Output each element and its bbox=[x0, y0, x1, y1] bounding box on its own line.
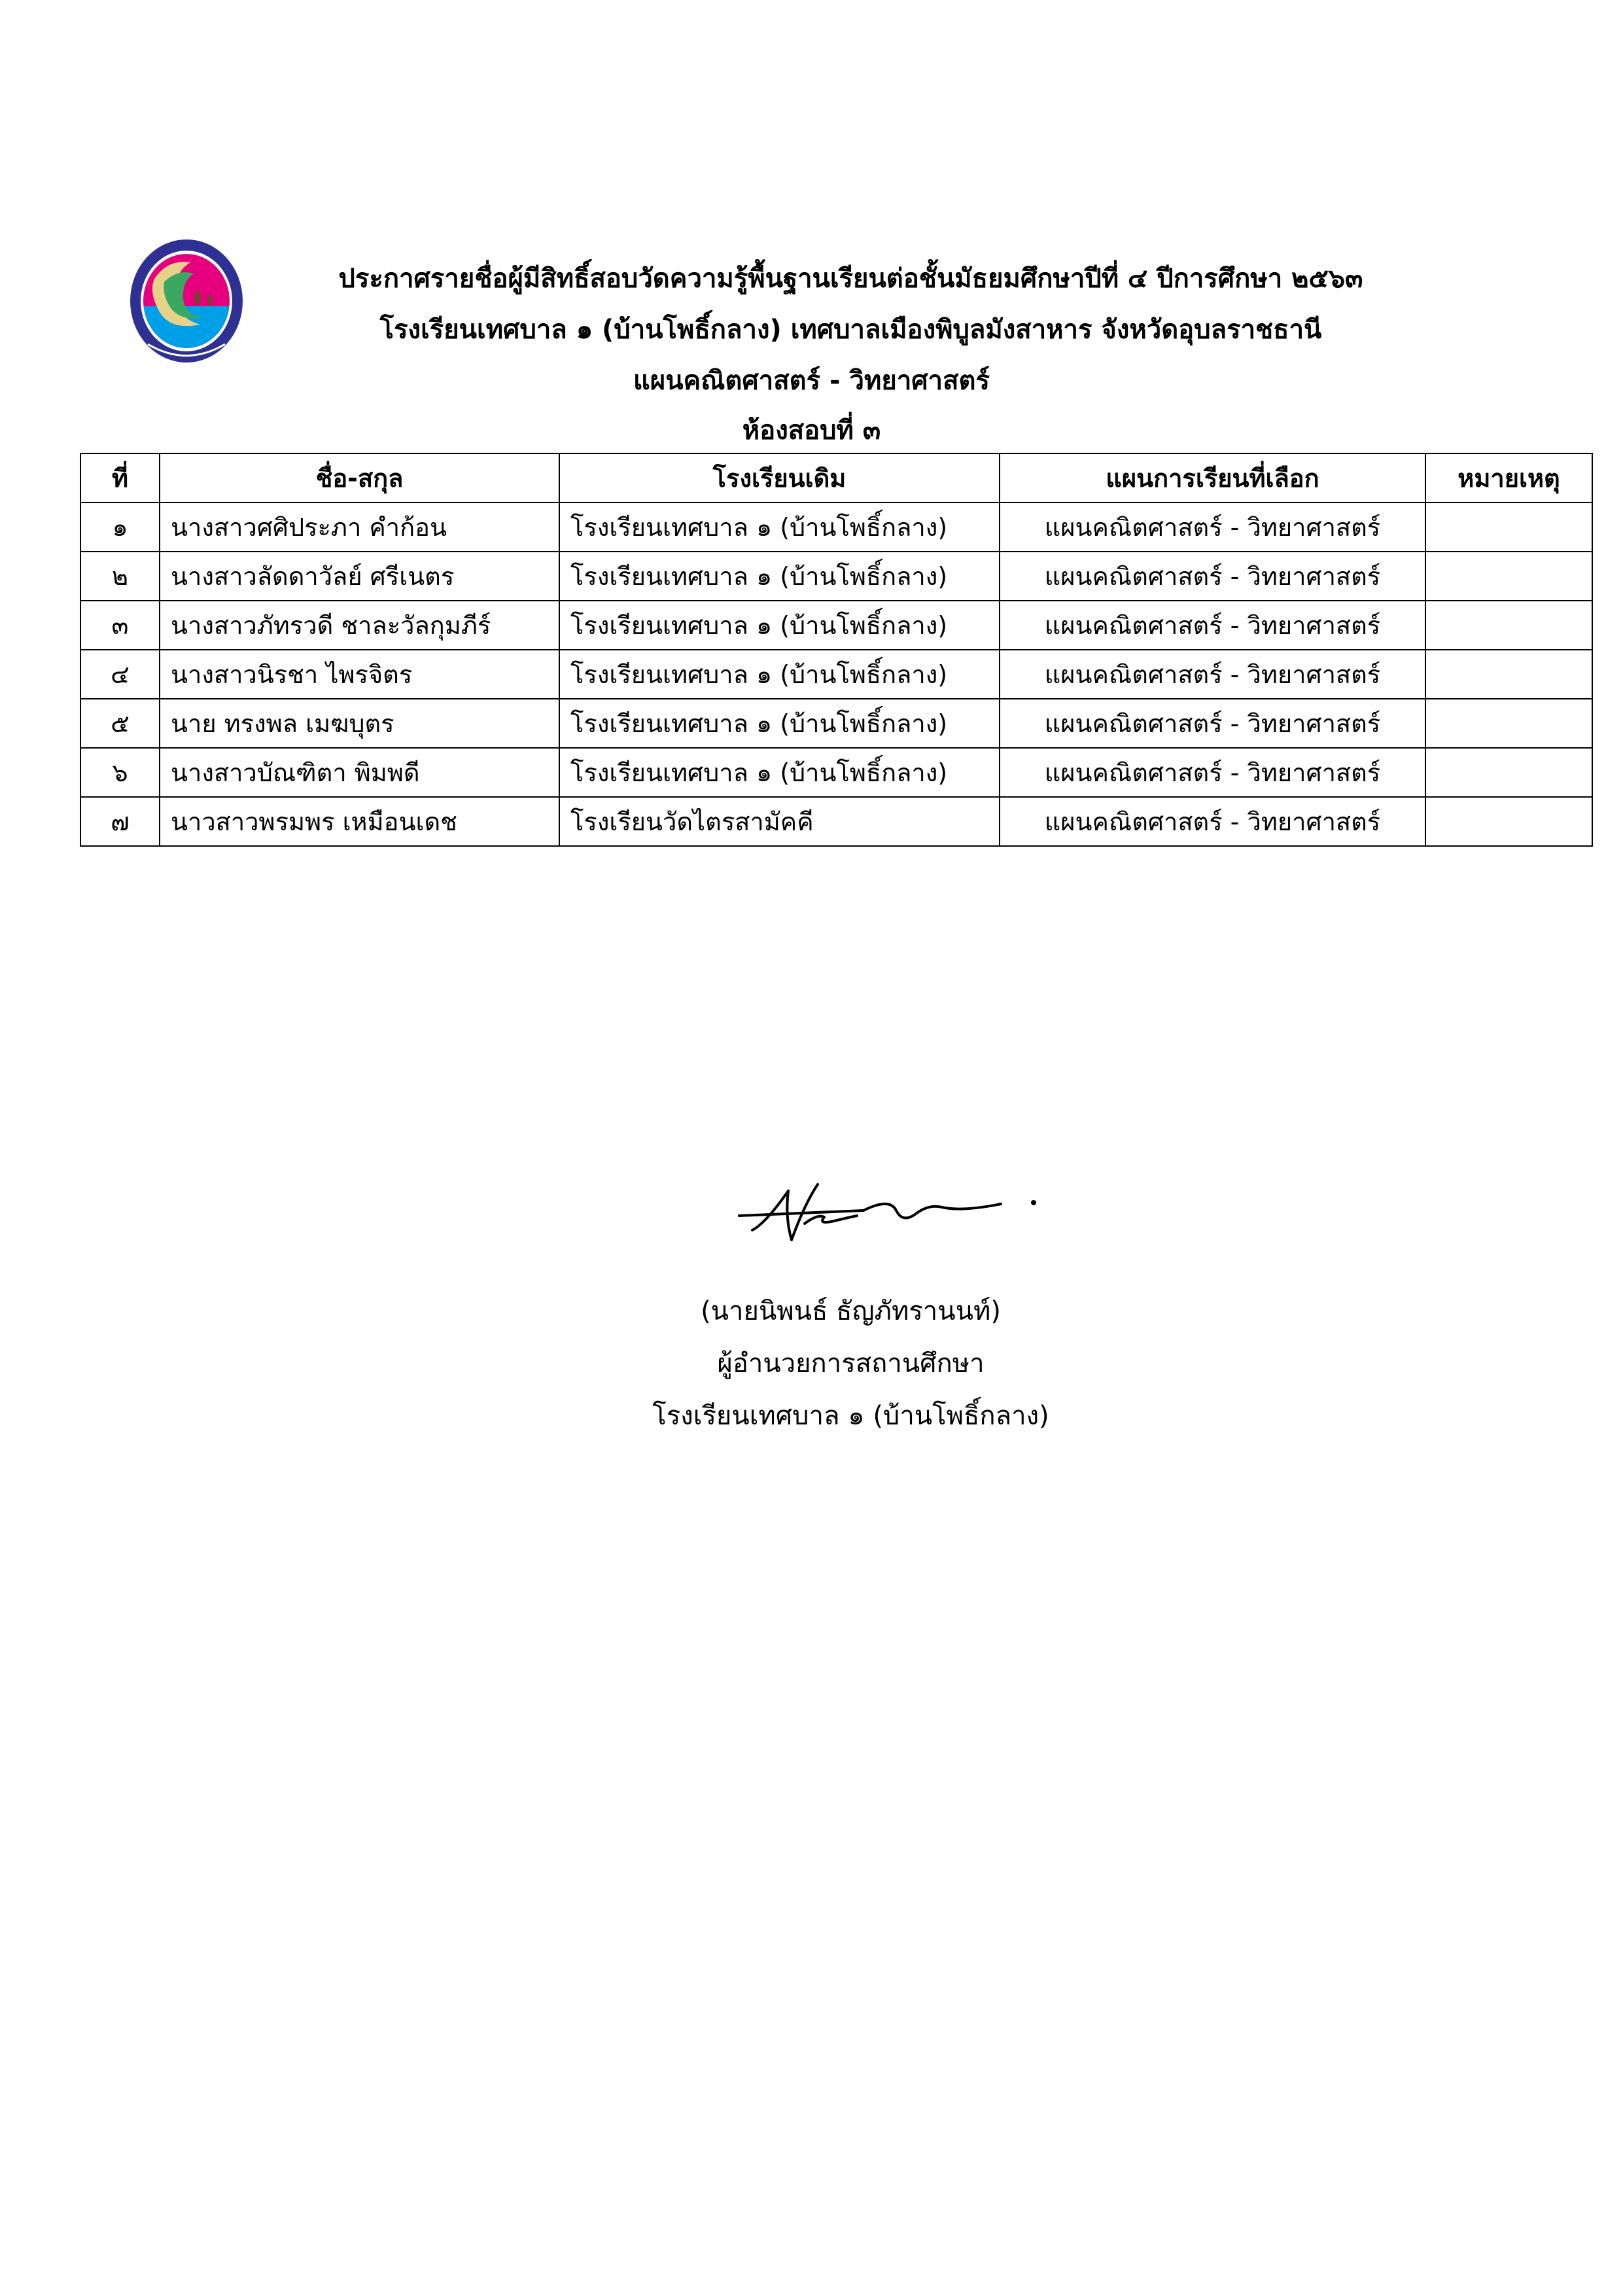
row-number: ๗ bbox=[80, 797, 160, 846]
previous-school: โรงเรียนเทศบาล ๑ (บ้านโพธิ์กลาง) bbox=[559, 552, 1000, 601]
selected-plan: แผนคณิตศาสตร์ - วิทยาศาสตร์ bbox=[1000, 552, 1425, 601]
selected-plan: แผนคณิตศาสตร์ - วิทยาศาสตร์ bbox=[1000, 503, 1425, 552]
row-number: ๕ bbox=[80, 699, 160, 748]
previous-school: โรงเรียนเทศบาล ๑ (บ้านโพธิ์กลาง) bbox=[559, 601, 1000, 650]
header-plan: แผนการเรียนที่เลือก bbox=[1000, 453, 1425, 503]
row-number: ๔ bbox=[80, 650, 160, 699]
previous-school: โรงเรียนเทศบาล ๑ (บ้านโพธิ์กลาง) bbox=[559, 650, 1000, 699]
student-name: นาวสาวพรมพร เหมือนเดช bbox=[160, 797, 559, 846]
signatory-position: ผู้อำนวยการสถานศึกษา bbox=[717, 1349, 985, 1379]
signatory-organization: โรงเรียนเทศบาล ๑ (บ้านโพธิ์กลาง) bbox=[652, 1401, 1049, 1431]
student-name: นางสาวบัณฑิตา พิมพดี bbox=[160, 748, 559, 797]
previous-school: โรงเรียนเทศบาล ๑ (บ้านโพธิ์กลาง) bbox=[559, 748, 1000, 797]
student-name: นาย ทรงพล เมฆบุตร bbox=[160, 699, 559, 748]
handwritten-signature bbox=[726, 1178, 1053, 1256]
header-name: ชื่อ-สกุล bbox=[160, 453, 559, 503]
student-name: นางสาวภัทรวดี ชาละวัลกุมภีร์ bbox=[160, 601, 559, 650]
selected-plan: แผนคณิตศาสตร์ - วิทยาศาสตร์ bbox=[1000, 699, 1425, 748]
previous-school: โรงเรียนเทศบาล ๑ (บ้านโพธิ์กลาง) bbox=[559, 503, 1000, 552]
previous-school: โรงเรียนวัดไตรสามัคคี bbox=[559, 797, 1000, 846]
note-cell bbox=[1425, 797, 1592, 846]
table-row bbox=[80, 748, 1592, 797]
table-row bbox=[80, 797, 1592, 846]
school-seal-logo bbox=[128, 233, 245, 372]
candidate-table bbox=[80, 453, 1593, 847]
selected-plan: แผนคณิตศาสตร์ - วิทยาศาสตร์ bbox=[1000, 797, 1425, 846]
study-plan-title: แผนคณิตศาสตร์ - วิทยาศาสตร์ bbox=[633, 366, 990, 396]
row-number: ๖ bbox=[80, 748, 160, 797]
note-cell bbox=[1425, 748, 1592, 797]
table-row bbox=[80, 601, 1592, 650]
note-cell bbox=[1425, 503, 1592, 552]
selected-plan: แผนคณิตศาสตร์ - วิทยาศาสตร์ bbox=[1000, 748, 1425, 797]
student-name: นางสาวศศิประภา คำก้อน bbox=[160, 503, 559, 552]
note-cell bbox=[1425, 601, 1592, 650]
table-row bbox=[80, 552, 1592, 601]
header-note: หมายเหตุ bbox=[1425, 453, 1592, 503]
header-school: โรงเรียนเดิม bbox=[559, 453, 1000, 503]
previous-school: โรงเรียนเทศบาล ๑ (บ้านโพธิ์กลาง) bbox=[559, 699, 1000, 748]
row-number: ๑ bbox=[80, 503, 160, 552]
note-cell bbox=[1425, 699, 1592, 748]
exam-room-title: ห้องสอบที่ ๓ bbox=[742, 415, 881, 446]
signatory-name: (นายนิพนธ์ ธัญภัทรานนท์) bbox=[701, 1296, 1001, 1326]
student-name: นางสาวลัดดาวัลย์ ศรีเนตร bbox=[160, 552, 559, 601]
row-number: ๓ bbox=[80, 601, 160, 650]
note-cell bbox=[1425, 650, 1592, 699]
table-row bbox=[80, 503, 1592, 552]
school-name-title: โรงเรียนเทศบาล ๑ (บ้านโพธิ์กลาง) เทศบาลเมืองพิบูลมังสาหาร จังหวัดอุบลราชธานี bbox=[379, 315, 1322, 345]
table-header-row bbox=[80, 453, 1592, 503]
student-name: นางสาวนิรชา ไพรจิตร bbox=[160, 650, 559, 699]
selected-plan: แผนคณิตศาสตร์ - วิทยาศาสตร์ bbox=[1000, 601, 1425, 650]
selected-plan: แผนคณิตศาสตร์ - วิทยาศาสตร์ bbox=[1000, 650, 1425, 699]
table-row bbox=[80, 650, 1592, 699]
announcement-title: ประกาศรายชื่อผู้มีสิทธิ์สอบวัดความรู้พื้นฐานเรียนต่อชั้นมัธยมศึกษาปีที่ ๔ ปีการศึกษา ๒๕๖๓ bbox=[338, 264, 1363, 294]
row-number: ๒ bbox=[80, 552, 160, 601]
table-row bbox=[80, 699, 1592, 748]
note-cell bbox=[1425, 552, 1592, 601]
header-no: ที่ bbox=[80, 453, 160, 503]
